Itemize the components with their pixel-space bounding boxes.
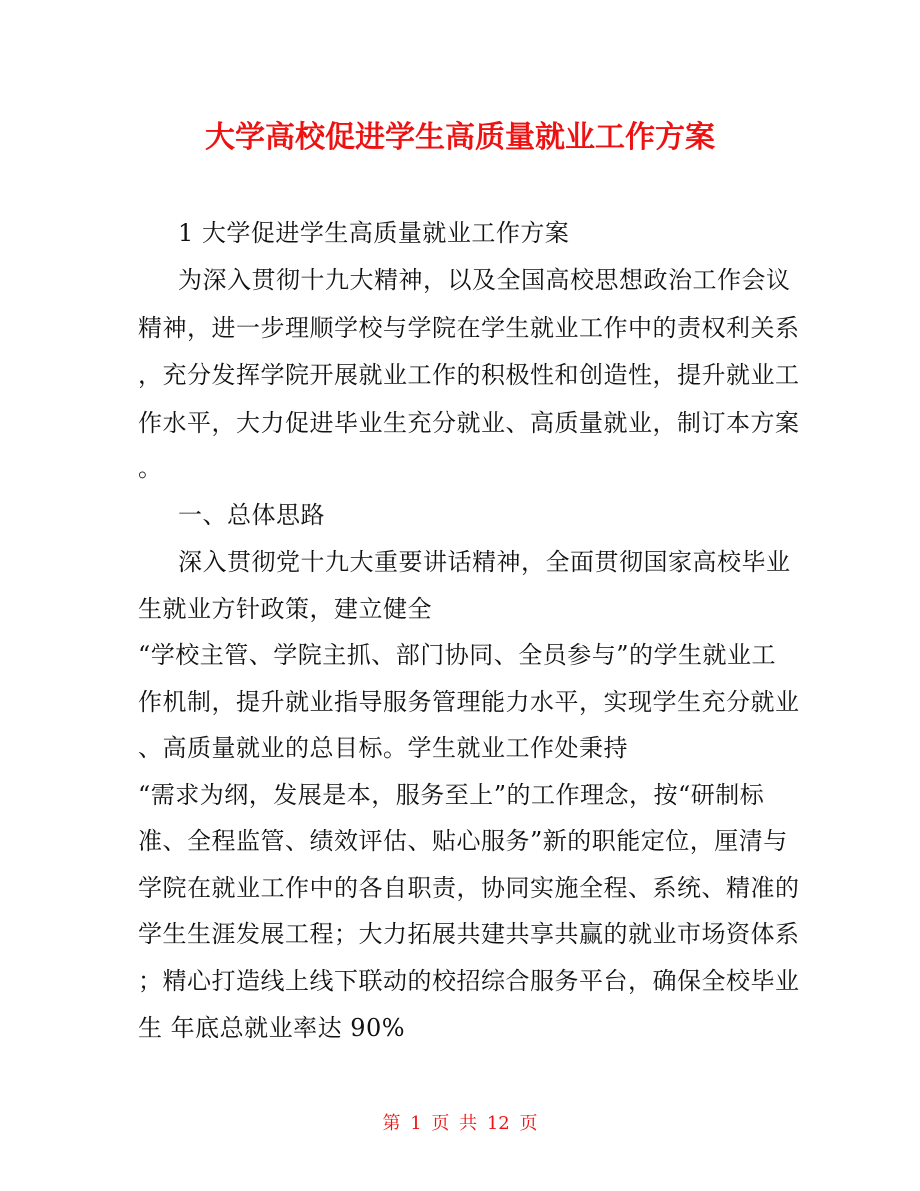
paragraph-line: 。 — [138, 454, 163, 482]
paragraph-line: 作水平，大力促进毕业生充分就业、高质量就业，制订本方案 — [138, 409, 800, 437]
section-heading: 1 大学促进学生高质量就业工作方案 — [178, 219, 570, 247]
paragraph-line: ；精心打造线上线下联动的校招综合服务平台，确保全校毕业 — [138, 967, 800, 995]
paragraph-line: “需求为纲，发展是本，服务至上”的工作理念，按“研制标 — [138, 781, 765, 809]
document-title: 大学高校促进学生高质量就业工作方案 — [205, 120, 715, 155]
paragraph-line: “学校主管、学院主抓、部门协同、全员参与”的学生就业工 — [138, 641, 777, 669]
paragraph-line: 生 年底总就业率达 90% — [138, 1014, 406, 1042]
paragraph-line: 学生生涯发展工程；大力拓展共建共享共赢的就业市场资体系 — [138, 920, 800, 948]
section-heading: 一、总体思路 — [178, 501, 325, 529]
paragraph-line: 为深入贯彻十九大精神，以及全国高校思想政治工作会议 — [178, 266, 791, 294]
paragraph-line: ，充分发挥学院开展就业工作的积极性和创造性，提升就业工 — [138, 361, 800, 389]
paragraph-line: 作机制，提升就业指导服务管理能力水平，实现学生充分就业 — [138, 688, 800, 716]
paragraph-line: 、高质量就业的总目标。学生就业工作处秉持 — [138, 734, 628, 762]
page-footer: 第 1 页 共 12 页 — [382, 1113, 538, 1134]
paragraph-line: 准、全程监管、绩效评估、贴心服务”新的职能定位，厘清与 — [138, 827, 788, 855]
paragraph-line: 学院在就业工作中的各自职责，协同实施全程、系统、精准的 — [138, 874, 800, 902]
paragraph-line: 深入贯彻党十九大重要讲话精神，全面贯彻国家高校毕业 — [178, 548, 791, 576]
paragraph-line: 生就业方针政策，建立健全 — [138, 595, 432, 623]
paragraph-line: 精神，进一步理顺学校与学院在学生就业工作中的责权利关系 — [138, 314, 800, 342]
